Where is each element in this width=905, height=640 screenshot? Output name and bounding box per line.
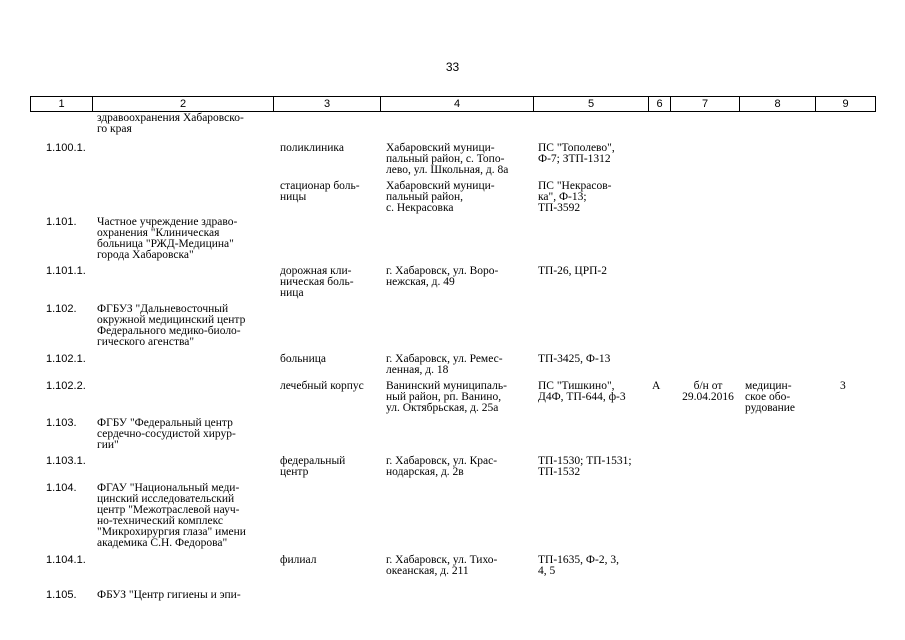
- facility-type: федеральный центр: [280, 455, 346, 478]
- facility-type: больница: [280, 353, 326, 365]
- header-col-3: 3: [274, 97, 381, 111]
- page-number: 33: [445, 60, 460, 74]
- row-number: 1.104.: [46, 482, 77, 494]
- header-col-7: 7: [671, 97, 740, 111]
- facility-type: дорожная кли- ническая боль- ница: [280, 265, 354, 299]
- row-number: 1.101.1.: [46, 265, 86, 277]
- reliability-category: А: [652, 380, 661, 392]
- org-name: ФГАУ "Национальный меди- цинский исследовательский центр "Межотраслевой науч- но-технический комплекс "Микрохирургия глаза" имени академика С.Н. Федорова": [97, 482, 246, 549]
- facility-type: лечебный корпус: [280, 380, 364, 392]
- header-col-2: 2: [93, 97, 274, 111]
- facility-address: Хабаровский муници- пальный район, с. Топо- лево, ул. Школьная, д. 8а: [386, 142, 509, 176]
- header-col-9: 9: [842, 98, 849, 110]
- row-number: 1.102.: [46, 303, 77, 315]
- facility-address: г. Хабаровск, ул. Ремес- ленная, д. 18: [386, 353, 503, 376]
- table-header: [30, 96, 876, 112]
- row-number: 1.104.1.: [46, 554, 86, 566]
- facility-type: филиал: [280, 554, 317, 566]
- facility-address: Ванинский муниципаль- ный район, рп. Ванино, ул. Октябрьская, д. 25а: [386, 380, 507, 414]
- row-number: 1.105.: [46, 589, 77, 601]
- org-name: ФГБУ "Федеральный центр сердечно-сосудистой хирур- гии": [97, 417, 236, 451]
- org-name: здравоохранения Хабаровско- го края: [97, 112, 244, 135]
- org-name: Частное учреждение здраво- охранения "Клиническая больница "РЖД-Медицина" города Хабаровска": [97, 216, 238, 261]
- row-number: 1.102.2.: [46, 380, 86, 392]
- equipment-type: медицин- ское обо- рудование: [745, 380, 796, 414]
- header-col-8: 8: [740, 97, 816, 111]
- row-number: 1.103.: [46, 417, 77, 429]
- facility-address: г. Хабаровск, ул. Крас- нодарская, д. 2в: [386, 455, 498, 478]
- header-col-5: 5: [534, 97, 649, 111]
- row-number: 1.101.: [46, 216, 77, 228]
- facility-address: г. Хабаровск, ул. Воро- нежская, д. 49: [386, 265, 499, 288]
- facility-address: г. Хабаровск, ул. Тихо- океанская, д. 211: [386, 554, 498, 577]
- org-name: ФГБУЗ "Дальневосточный окружной медицинский центр Федерального медико-биоло- гического агенства": [97, 303, 246, 348]
- org-name: ФБУЗ "Центр гигиены и эпи-: [97, 589, 241, 601]
- header-col-1: 1: [31, 97, 93, 111]
- power-source: ПС "Некрасов- ка", Ф-13; ТП-3592: [538, 180, 612, 214]
- header-col-6: 6: [649, 97, 671, 111]
- power-source: ТП-1635, Ф-2, 3, 4, 5: [538, 554, 619, 577]
- count-value: 3: [840, 380, 846, 392]
- header-col-4: 4: [381, 97, 534, 111]
- facility-type: поликлиника: [280, 142, 344, 154]
- row-number: 1.102.1.: [46, 353, 86, 365]
- row-number: 1.103.1.: [46, 455, 86, 467]
- power-source: ПС "Тополево", Ф-7; ЗТП-1312: [538, 142, 615, 165]
- power-source: ТП-26, ЦРП-2: [538, 265, 607, 277]
- document-date: б/н от 29.04.2016: [682, 380, 734, 403]
- power-source: ПС "Тишкино", Д4Ф, ТП-644, ф-3: [538, 380, 626, 403]
- power-source: ТП-3425, Ф-13: [538, 353, 611, 365]
- power-source: ТП-1530; ТП-1531; ТП-1532: [538, 455, 632, 478]
- facility-address: Хабаровский муници- пальный район, с. Некрасовка: [386, 180, 495, 214]
- row-number: 1.100.1.: [46, 142, 86, 154]
- facility-type: стационар боль- ницы: [280, 180, 360, 203]
